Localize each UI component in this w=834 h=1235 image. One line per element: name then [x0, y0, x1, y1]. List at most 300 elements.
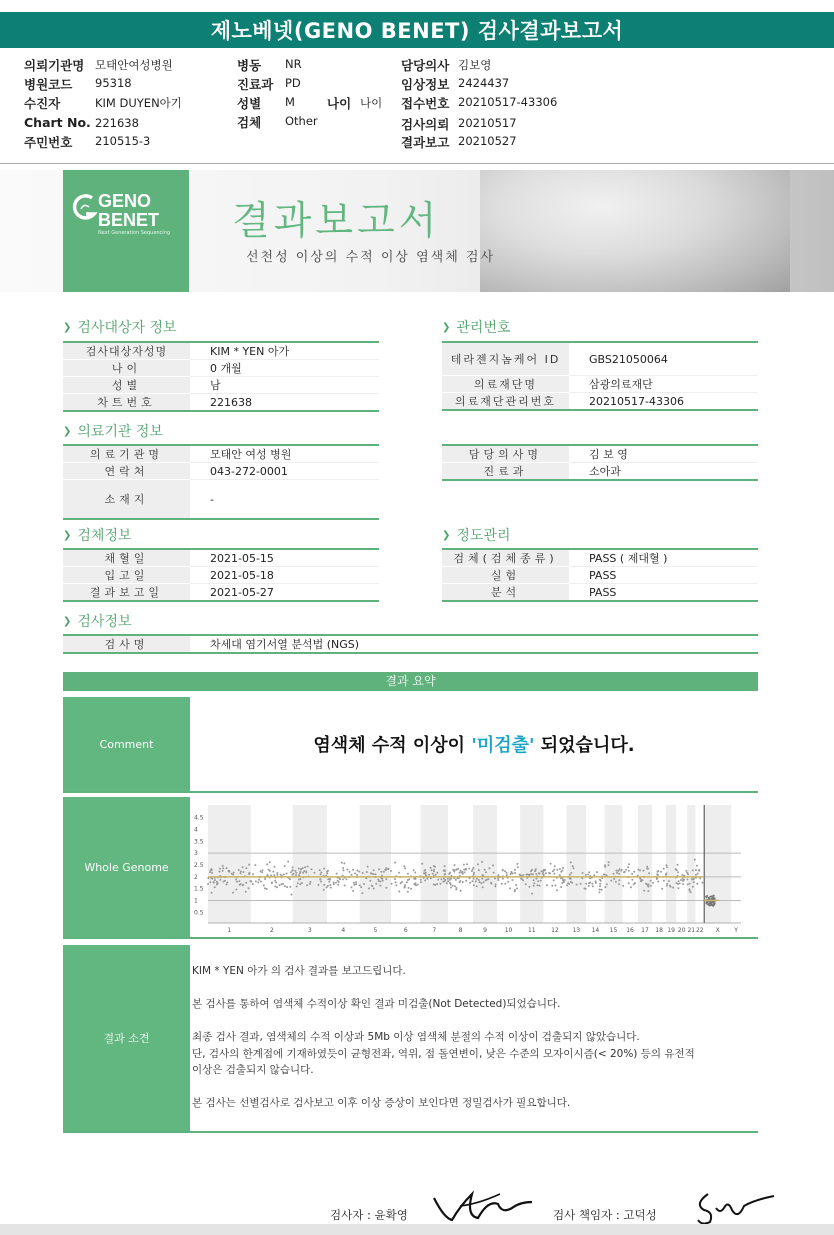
data-point: [303, 870, 305, 872]
data-point: [273, 874, 275, 876]
data-point: [275, 882, 277, 884]
data-point: [391, 883, 393, 885]
data-point: [373, 888, 375, 890]
data-point: [292, 869, 294, 871]
data-point: [680, 879, 682, 881]
data-point: [567, 882, 569, 884]
field-value: GBS21050064: [569, 342, 758, 376]
x-tick-label: 3: [307, 927, 312, 934]
data-point: [556, 889, 558, 891]
finding-text: [192, 963, 752, 1112]
data-point: [294, 870, 296, 872]
data-point: [660, 871, 662, 873]
report-title: 결과보고서: [232, 199, 441, 244]
data-point: [314, 872, 316, 874]
data-point: [380, 871, 382, 873]
data-point: [669, 885, 671, 887]
table-row: [442, 445, 758, 463]
data-point: [415, 884, 417, 886]
data-point: [407, 873, 409, 875]
data-point: [444, 874, 446, 876]
data-point: [301, 882, 303, 884]
data-point: [576, 884, 578, 886]
field-label: 담당의사명: [442, 445, 569, 463]
data-point: [599, 879, 601, 881]
data-point: [519, 874, 521, 876]
header-value: NR: [285, 57, 302, 71]
data-point: [336, 873, 338, 875]
data-point: [604, 874, 606, 876]
data-point: [677, 871, 679, 873]
data-point: [620, 870, 622, 872]
chromosome-band: [293, 805, 327, 923]
chromosome-band: [638, 805, 652, 923]
chevron-right-icon: ❯: [63, 529, 72, 541]
data-point: [320, 881, 322, 883]
data-point: [556, 869, 558, 871]
chromosome-band: [666, 805, 676, 923]
data-point: [214, 886, 216, 888]
baby-feet-photo: [480, 170, 790, 292]
data-point: [311, 868, 313, 870]
data-point: [433, 869, 435, 871]
data-point: [648, 872, 650, 874]
header-value: 모태안여성병원: [95, 58, 173, 72]
data-point: [624, 871, 626, 873]
data-point: [298, 874, 300, 876]
data-point: [533, 879, 535, 881]
page-footer-strip: [0, 1224, 834, 1235]
data-point: [245, 891, 247, 893]
data-point: [346, 869, 348, 871]
table-row: [442, 393, 758, 411]
data-point: [625, 869, 627, 871]
data-point: [696, 865, 698, 867]
data-point: [595, 882, 597, 884]
finding-line: 본 검사는 선별검사로 검사보고 이후 이상 증상이 보인다면 정밀검사가 필요합니다.: [192, 1097, 571, 1109]
data-point: [283, 873, 285, 875]
data-point: [245, 867, 247, 869]
data-point: [682, 878, 684, 880]
data-point: [287, 861, 289, 863]
data-point: [222, 867, 224, 869]
data-point: [580, 883, 582, 885]
data-point: [601, 889, 603, 891]
data-point: [309, 881, 311, 883]
x-tick-label: 11: [527, 927, 536, 934]
data-point: [522, 879, 524, 881]
data-point: [555, 885, 557, 887]
data-point: [481, 861, 483, 863]
data-point: [520, 878, 522, 880]
data-point: [473, 867, 475, 869]
data-point: [453, 864, 455, 866]
data-point: [266, 888, 268, 890]
header-value: PD: [285, 76, 301, 90]
data-point: [502, 869, 504, 871]
data-point: [504, 870, 506, 872]
data-point: [359, 884, 361, 886]
data-point: [570, 872, 572, 874]
data-point: [630, 886, 632, 888]
data-point: [264, 887, 266, 889]
data-point: [642, 870, 644, 872]
data-point: [608, 864, 610, 866]
data-point: [488, 867, 490, 869]
data-point: [657, 881, 659, 883]
data-point: [274, 885, 276, 887]
data-point: [271, 882, 273, 884]
x-tick-label: 14: [591, 927, 600, 934]
data-point: [666, 883, 668, 885]
data-point: [242, 866, 244, 868]
data-point: [344, 885, 346, 887]
table-row: [63, 342, 379, 360]
data-point: [692, 879, 694, 881]
x-tick-label: 8: [458, 927, 463, 934]
data-point: [375, 883, 377, 885]
data-point: [341, 862, 343, 864]
data-point: [606, 883, 608, 885]
data-point: [394, 862, 396, 864]
table-row: [442, 342, 758, 376]
data-point: [618, 883, 620, 885]
data-point: [276, 886, 278, 888]
data-point: [665, 864, 667, 866]
data-point: [492, 864, 494, 866]
data-point: [232, 874, 234, 876]
data-point: [561, 870, 563, 872]
data-point: [435, 874, 437, 876]
data-point: [362, 872, 364, 874]
data-point: [263, 884, 265, 886]
field-label: 의료재단관리번호: [442, 393, 569, 411]
data-point: [293, 873, 295, 875]
data-point: [706, 895, 708, 897]
data-point: [213, 881, 215, 883]
data-point: [537, 880, 539, 882]
finding-line: [192, 980, 752, 997]
data-point: [432, 873, 434, 875]
data-point: [455, 869, 457, 871]
comment-text: 염색체 수적 이상이 '미검출' 되었습니다.: [190, 697, 758, 791]
data-point: [371, 873, 373, 875]
finding-label: 결과 소견: [63, 945, 190, 1131]
data-point: [589, 882, 591, 884]
data-point: [531, 873, 533, 875]
data-point: [559, 874, 561, 876]
data-point: [581, 877, 583, 879]
header-value: 210515-3: [95, 134, 151, 148]
data-point: [400, 882, 402, 884]
data-point: [631, 879, 633, 881]
data-point: [226, 882, 228, 884]
data-point: [290, 871, 292, 873]
data-point: [562, 867, 564, 869]
data-point: [455, 879, 457, 881]
data-point: [248, 887, 250, 889]
data-point: [495, 883, 497, 885]
data-point: [295, 872, 297, 874]
data-point: [328, 881, 330, 883]
data-point: [448, 873, 450, 875]
data-point: [563, 881, 565, 883]
table-row: [63, 584, 379, 602]
data-point: [387, 868, 389, 870]
data-point: [406, 881, 408, 883]
data-point: [398, 891, 400, 893]
field-label: 결과보고일: [63, 584, 190, 602]
data-point: [326, 872, 328, 874]
data-point: [566, 884, 568, 886]
data-point: [485, 871, 487, 873]
data-point: [550, 863, 552, 865]
field-label: 소재지: [63, 480, 190, 520]
data-point: [447, 880, 449, 882]
field-value: 043-272-0001: [190, 463, 379, 480]
data-point: [323, 884, 325, 886]
data-point: [453, 877, 455, 879]
data-point: [708, 897, 710, 899]
data-point: [585, 874, 587, 876]
data-point: [305, 872, 307, 874]
chromosome-band: [605, 805, 623, 923]
chevron-right-icon: ❯: [63, 615, 72, 627]
data-point: [252, 883, 254, 885]
field-value: 2021-05-18: [190, 567, 379, 584]
data-point: [647, 890, 649, 892]
field-value: PASS: [569, 567, 758, 584]
data-point: [235, 879, 237, 881]
data-point: [365, 877, 367, 879]
data-point: [207, 883, 209, 885]
data-point: [260, 881, 262, 883]
data-point: [342, 878, 344, 880]
data-point: [477, 863, 479, 865]
data-point: [525, 883, 527, 885]
data-point: [628, 882, 630, 884]
data-point: [398, 872, 400, 874]
data-point: [216, 884, 218, 886]
data-point: [516, 888, 518, 890]
logo-line1: GENO: [98, 191, 152, 211]
x-tick-label: 18: [655, 927, 663, 934]
data-point: [211, 892, 213, 894]
data-point: [643, 890, 645, 892]
finding-line: [192, 1013, 752, 1030]
data-point: [569, 874, 571, 876]
data-point: [431, 869, 433, 871]
field-label: 성별: [63, 377, 190, 394]
data-point: [216, 881, 218, 883]
data-point: [337, 880, 339, 882]
data-point: [300, 868, 302, 870]
table-row: [63, 567, 379, 584]
data-point: [494, 878, 496, 880]
data-point: [468, 868, 470, 870]
data-point: [254, 864, 256, 866]
data-point: [420, 879, 422, 881]
header-label: 성별: [237, 96, 262, 111]
table-row: [442, 567, 758, 584]
x-tick-label: 21: [687, 927, 696, 934]
data-point: [437, 879, 439, 881]
y-tick-label: 4: [194, 826, 198, 834]
data-point: [462, 873, 464, 875]
data-point: [417, 884, 419, 886]
data-point: [677, 883, 679, 885]
x-tick-label: 6: [403, 927, 408, 934]
data-point: [385, 887, 387, 889]
data-point: [622, 885, 624, 887]
data-point: [248, 873, 250, 875]
data-point: [599, 883, 601, 885]
data-point: [514, 872, 516, 874]
data-point: [514, 869, 516, 871]
data-point: [428, 874, 430, 876]
data-point: [461, 871, 463, 873]
data-point: [433, 884, 435, 886]
field-label: 연락처: [63, 463, 190, 480]
y-tick-label: 0.5: [194, 909, 204, 917]
data-point: [407, 891, 409, 893]
data-point: [502, 878, 504, 880]
data-point: [320, 873, 322, 875]
data-point: [588, 885, 590, 887]
data-point: [657, 874, 659, 876]
divider: [63, 1131, 758, 1133]
data-point: [286, 873, 288, 875]
table-row: [63, 549, 379, 567]
data-point: [533, 885, 535, 887]
finding-line: 이상은 검출되지 않습니다.: [192, 1064, 314, 1076]
data-point: [425, 872, 427, 874]
data-point: [414, 872, 416, 874]
y-tick-label: 3.5: [194, 838, 204, 846]
data-point: [604, 866, 606, 868]
finding-line: 본 검사를 통하여 염색체 수적이상 확인 결과 미검출(Not Detected)되었습니다.: [192, 998, 561, 1010]
data-point: [455, 889, 457, 891]
data-point: [377, 879, 379, 881]
data-point: [486, 879, 488, 881]
data-point: [478, 879, 480, 881]
data-point: [469, 882, 471, 884]
x-tick-label: 10: [504, 927, 513, 934]
field-value: 삼광의료재단: [569, 376, 758, 393]
data-point: [516, 863, 518, 865]
header-value: 2424437: [458, 76, 510, 90]
data-point: [628, 870, 630, 872]
field-value: PASS: [589, 585, 617, 599]
data-point: [264, 878, 266, 880]
header-value: 나이: [360, 96, 383, 110]
data-point: [258, 879, 260, 881]
comment-highlight: '미검출': [471, 735, 535, 756]
data-point: [236, 881, 238, 883]
data-point: [318, 884, 320, 886]
data-point: [238, 869, 240, 871]
data-point: [569, 877, 571, 879]
data-point: [582, 872, 584, 874]
data-point: [385, 878, 387, 880]
chevron-right-icon: ❯: [63, 425, 72, 437]
data-point: [444, 870, 446, 872]
data-point: [616, 872, 618, 874]
data-point: [463, 869, 465, 871]
data-point: [219, 879, 221, 881]
section-qc-heading: ❯ 정도관리: [442, 528, 511, 544]
data-point: [367, 866, 369, 868]
data-point: [650, 885, 652, 887]
data-point: [358, 871, 360, 873]
table-row: [63, 394, 379, 412]
data-point: [464, 871, 466, 873]
data-point: [596, 871, 598, 873]
data-point: [421, 863, 423, 865]
data-point: [526, 873, 528, 875]
data-point: [335, 882, 337, 884]
section-subject-heading: ❯ 검사대상자 정보: [63, 320, 177, 336]
header-label: 결과보고: [401, 135, 450, 150]
data-point: [692, 886, 694, 888]
data-point: [540, 880, 542, 882]
data-point: [681, 874, 683, 876]
data-point: [648, 883, 650, 885]
data-point: [245, 882, 247, 884]
header-label: 진료과: [237, 77, 274, 92]
logo-line2: BENET: [98, 210, 160, 230]
chromosome-band: [208, 805, 251, 923]
data-point: [375, 873, 377, 875]
y-tick-label: 1.5: [194, 885, 204, 893]
data-point: [323, 868, 325, 870]
data-point: [531, 893, 533, 895]
table-row: [442, 584, 758, 602]
data-point: [235, 889, 237, 891]
data-point: [327, 885, 329, 887]
chevron-right-icon: ❯: [442, 529, 451, 541]
specimen-info-table: [63, 548, 379, 602]
data-point: [385, 867, 387, 869]
section-management-heading: ❯ 관리번호: [442, 320, 511, 336]
data-point: [484, 869, 486, 871]
data-point: [240, 872, 242, 874]
data-point: [528, 874, 530, 876]
data-point: [351, 874, 353, 876]
summary-title-bar: 결과 요약: [63, 672, 758, 691]
data-point: [571, 882, 573, 884]
data-point: [404, 867, 406, 869]
finding-line: KIM * YEN 아가 의 검사 결과를 보고드립니다.: [192, 965, 406, 977]
data-point: [627, 866, 629, 868]
data-point: [255, 880, 257, 882]
data-point: [209, 871, 211, 873]
header-value: 20210517-43306: [458, 95, 558, 109]
data-point: [243, 871, 245, 873]
data-point: [546, 884, 548, 886]
data-point: [618, 868, 620, 870]
data-point: [440, 878, 442, 880]
field-value: 모태안 여성 병원: [190, 445, 379, 463]
data-point: [349, 871, 351, 873]
data-point: [433, 865, 435, 867]
table-row: [63, 377, 379, 394]
data-point: [452, 885, 454, 887]
data-point: [222, 870, 224, 872]
data-point: [613, 878, 615, 880]
tester-signature: 검사자 : 윤확영: [330, 1208, 408, 1222]
divider: [63, 791, 758, 793]
